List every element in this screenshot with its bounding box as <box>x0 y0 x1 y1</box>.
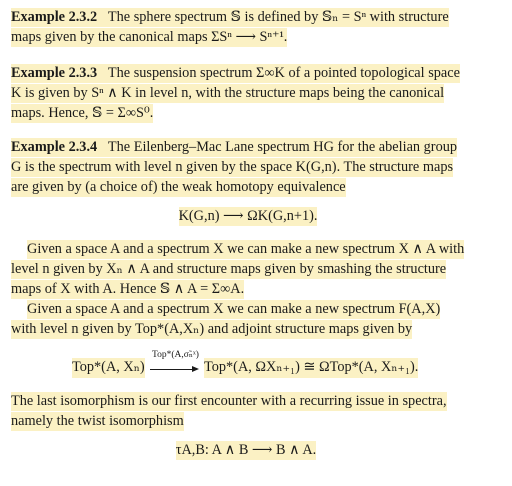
para3-text-2: namely the twist isomorphism <box>11 413 184 429</box>
top-eq-arrow-head <box>192 366 199 372</box>
para1-text-3: maps of X with A. Hence 𝕊 ∧ A = Σ∞A. <box>11 281 245 297</box>
example-2-3-3-line-3 <box>11 104 153 123</box>
example-2-3-3-line-1 <box>11 64 460 83</box>
example-2-3-4-line-3 <box>11 178 346 197</box>
para2-line-1 <box>27 300 440 319</box>
para2-text-2: with level n given by Top*(A,Xₙ) and adjoint structure maps given by <box>11 321 413 337</box>
example-2-3-2-line-2 <box>11 28 287 47</box>
eilenberg-maclane-equation-text: K(G,n) ⟶ ΩK(G,n+1). <box>178 208 318 224</box>
example-2-3-3-line-2 <box>11 84 444 103</box>
top-eq-left: Top*(A, Xₙ) <box>72 358 145 378</box>
eilenberg-maclane-equation <box>0 208 504 225</box>
para1-line-3 <box>11 280 244 299</box>
twist-isomorphism-equation <box>0 442 502 459</box>
para1-text-1: Given a space A and a spectrum X we can make a new spectrum X ∧ A with <box>27 241 465 257</box>
top-adjoint-equation <box>0 352 512 382</box>
example-2-3-2-header: Example 2.3.2 <box>11 9 98 25</box>
example-2-3-4-header: Example 2.3.4 <box>11 139 98 155</box>
para3-line-2 <box>11 412 184 431</box>
example-2-3-3-text-1: The suspension spectrum Σ∞K of a pointed topological space <box>107 65 460 81</box>
example-2-3-2-text-2: maps given by the canonical maps ΣSⁿ ⟶ Sⁿ⁺¹. <box>11 29 288 45</box>
example-2-3-4-line-1 <box>11 138 457 157</box>
example-2-3-3-header: Example 2.3.3 <box>11 65 98 81</box>
example-2-3-4-text-2: G is the spectrum with level n given by the space K(G,n). The structure maps <box>11 159 454 175</box>
para1-line-1 <box>27 240 464 259</box>
example-2-3-4-line-2 <box>11 158 453 177</box>
twist-isomorphism-text: τA,B: A ∧ B ⟶ B ∧ A. <box>175 442 317 458</box>
example-2-3-3-text-2: K is given by Sⁿ ∧ K in level n, with the structure maps being the canonical <box>11 85 445 101</box>
example-2-3-4-text-1: The Eilenberg–Mac Lane spectrum HG for the abelian group <box>107 139 458 155</box>
top-eq-arrow-label: Top*(A,σ̃ₙˣ) <box>152 350 199 360</box>
para1-line-2 <box>11 260 446 279</box>
example-2-3-2-line-1 <box>11 8 449 27</box>
para3-line-1 <box>11 392 447 411</box>
example-2-3-4-text-3: are given by (a choice of) the weak homotopy equivalence <box>11 179 346 195</box>
para2-text-1: Given a space A and a spectrum X we can make a new spectrum F(A,X) <box>27 301 441 317</box>
para3-text-1: The last isomorphism is our first encounter with a recurring issue in spectra, <box>11 393 447 409</box>
top-eq-arrow-line <box>150 369 194 370</box>
example-2-3-3-text-3: maps. Hence, 𝕊 = Σ∞S⁰. <box>11 105 154 121</box>
top-eq-right: Top*(A, ΩXₙ₊₁) ≅ ΩTop*(A, Xₙ₊₁). <box>204 358 418 378</box>
example-2-3-2-text-1: The sphere spectrum 𝕊 is defined by 𝕊ₙ = Sⁿ with structure <box>107 9 449 25</box>
para2-line-2 <box>11 320 412 339</box>
para1-text-2: level n given by Xₙ ∧ A and structure maps given by smashing the structure <box>11 261 447 277</box>
